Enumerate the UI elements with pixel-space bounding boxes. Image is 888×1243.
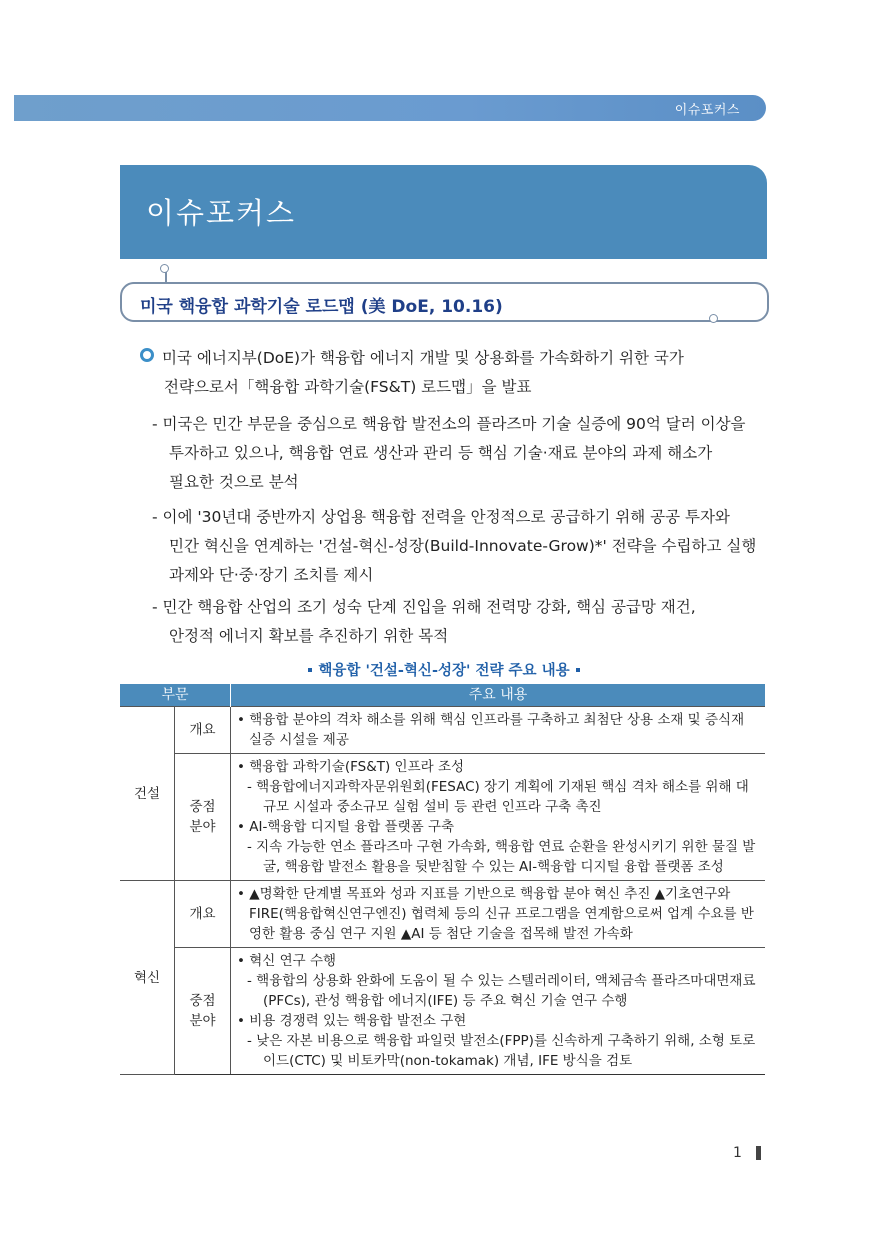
dash-item-2-line-1: - 이에 '30년대 중반까지 상업용 핵융합 전력을 안정적으로 공급하기 위해 공공 투자와 <box>152 508 730 526</box>
build-overview-label: 개요 <box>175 707 231 754</box>
dash-item-1-line-3: 필요한 것으로 분석 <box>169 473 299 491</box>
section-header <box>120 165 767 259</box>
dash-item-2-line-2: 민간 혁신을 연계하는 '건설-혁신-성장(Build-Innovate-Grow)*' 전략을 수립하고 실행 <box>169 537 757 555</box>
innovate-focus-item: • 비용 경쟁력 있는 핵융합 발전소 구현 <box>237 1013 467 1029</box>
dash-item-3-line-1: - 민간 핵융합 산업의 조기 성숙 단계 진입을 위해 전력망 강화, 핵심 공급망 재건, <box>152 598 696 616</box>
dash-item-3 <box>152 593 780 651</box>
topic-decor-knot-bottom <box>709 314 718 323</box>
main-bullet-line-1: 미국 에너지부(DoE)가 핵융합 에너지 개발 및 상용화를 가속화하기 위한 국가 <box>162 349 684 367</box>
table-row <box>120 707 765 754</box>
header-band <box>14 95 766 121</box>
table-row <box>120 881 765 948</box>
section-title: 이슈포커스 <box>146 196 297 230</box>
innovate-focus-label <box>175 948 231 1075</box>
build-focus-label-2: 분야 <box>189 819 216 835</box>
topic-box <box>120 282 769 322</box>
build-focus-item: • 핵융합 과학기술(FS&T) 인프라 조성 <box>237 759 465 775</box>
page-number-bar <box>756 1146 761 1160</box>
build-focus-subitem: - 핵융합에너지과학자문위원회(FESAC) 장기 계획에 기재된 핵심 격차 해소를 위해 대규모 시설과 중소규모 실험 설비 등 관련 인프라 구축 촉진 <box>247 779 749 815</box>
header-content: 주요 내용 <box>231 684 766 707</box>
innovate-focus-label-2: 분야 <box>189 1013 216 1029</box>
innovate-focus-subitem: - 핵융합의 상용화 완화에 도움이 될 수 있는 스텔러레이터, 액체금속 플라즈마대면재료(PFCs), 관성 핵융합 에너지(IFE) 등 주요 혁신 기술 연구 수행 <box>247 973 756 1009</box>
build-focus-label-1: 중점 <box>189 799 216 815</box>
dash-item-3-line-2: 안정적 에너지 확보를 추진하기 위한 목적 <box>169 627 449 645</box>
category-build: 건설 <box>120 707 175 881</box>
innovate-overview-label: 개요 <box>175 881 231 948</box>
main-bullet-line-2: 전략으로서「핵융합 과학기술(FS&T) 로드맵」을 발표 <box>164 378 532 396</box>
table-row <box>120 948 765 1075</box>
dash-item-2-line-3: 과제와 단·중·장기 조치를 제시 <box>169 566 374 584</box>
dash-item-1 <box>152 410 780 497</box>
table-header-row <box>120 684 765 707</box>
header-band-label: 이슈포커스 <box>674 103 740 118</box>
build-focus-label <box>175 754 231 881</box>
innovate-overview-text <box>231 881 766 948</box>
innovate-overview-item: • ▲명확한 단계별 목표와 성과 지표를 기반으로 핵융합 분야 혁신 추진 ▲기초연구와 FIRE(핵융합혁신연구엔진) 협력체 등의 신규 프로그램을 연계함으로써 업계 수요를 반영한 활용 중심 연구 지원 ▲AI 등 첨단 기술을 접목해 발전 가속화 <box>237 886 754 942</box>
build-focus-item: • AI-핵융합 디지털 융합 플랫폼 구축 <box>237 819 455 835</box>
caption-square-icon <box>576 668 580 672</box>
main-bullet <box>140 344 780 402</box>
innovate-focus-subitem: - 낮은 자본 비용으로 핵융합 파일럿 발전소(FPP)를 신속하게 구축하기 위해, 소형 토로이드(CTC) 및 비토카막(non-tokamak) 개념, IFE 방식을 검토 <box>247 1033 756 1069</box>
innovate-focus-item: • 혁신 연구 수행 <box>237 953 337 969</box>
build-overview-text <box>231 707 766 754</box>
build-focus-text <box>231 754 766 881</box>
dash-item-2 <box>152 503 780 590</box>
circle-bullet-icon <box>140 348 154 362</box>
innovate-focus-text <box>231 948 766 1075</box>
page-number: 1 <box>733 1145 742 1161</box>
category-innovate: 혁신 <box>120 881 175 1075</box>
topic-title: 미국 핵융합 과학기술 로드맵 (美 DoE, 10.16) <box>140 297 503 317</box>
innovate-focus-label-1: 중점 <box>189 993 216 1009</box>
dash-item-1-line-1: - 미국은 민간 부문을 중심으로 핵융합 발전소의 플라즈마 기술 실증에 90억 달러 이상을 <box>152 415 746 433</box>
table-row <box>120 754 765 881</box>
build-focus-subitem: - 지속 가능한 연소 플라즈마 구현 가속화, 핵융합 연료 순환을 완성시키기 위한 물질 발굴, 핵융합 발전소 활용을 뒷받침할 수 있는 AI-핵융합 디지털 융합 플랫폼 조성 <box>247 839 756 875</box>
table-caption <box>0 659 888 680</box>
dash-item-1-line-2: 투자하고 있으나, 핵융합 연료 생산과 관리 등 핵심 기술·재료 분야의 과제 해소가 <box>169 444 713 462</box>
caption-square-icon <box>308 668 312 672</box>
topic-decor-knot-top <box>160 264 169 273</box>
build-overview-item: • 핵융합 분야의 격차 해소를 위해 핵심 인프라를 구축하고 최첨단 상용 소재 및 증식재 실증 시설을 제공 <box>237 712 745 748</box>
roadmap-table <box>120 684 765 1075</box>
header-category: 부문 <box>120 684 231 707</box>
table-caption-text: 핵융합 '건설-혁신-성장' 전략 주요 내용 <box>318 663 570 679</box>
